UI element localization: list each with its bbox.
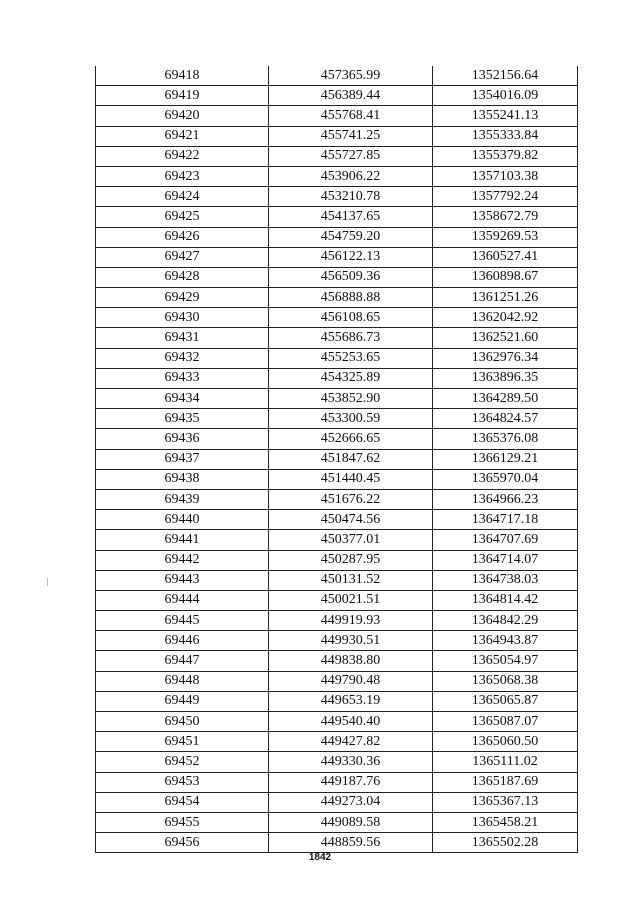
point-id-cell: 69422 [96,146,269,166]
point-id-cell: 69425 [96,207,269,227]
point-id-cell: 69448 [96,671,269,691]
table-row [96,66,578,86]
point-id-cell: 69445 [96,611,269,631]
y-coordinate-cell: 1365367.13 [433,792,578,812]
y-coordinate-cell: 1365970.04 [433,469,578,489]
table-row [96,308,578,328]
y-coordinate-cell: 1364966.23 [433,489,578,509]
x-coordinate-cell: 454759.20 [269,227,433,247]
x-coordinate-cell: 449930.51 [269,631,433,651]
point-id-cell: 69431 [96,328,269,348]
table-row [96,166,578,186]
table-row [96,590,578,610]
x-coordinate-cell: 456108.65 [269,308,433,328]
table-row [96,570,578,590]
point-id-cell: 69437 [96,449,269,469]
x-coordinate-cell: 450131.52 [269,570,433,590]
y-coordinate-cell: 1365187.69 [433,772,578,792]
table-row [96,631,578,651]
x-coordinate-cell: 455686.73 [269,328,433,348]
point-id-cell: 69436 [96,429,269,449]
table-row [96,691,578,711]
x-coordinate-cell: 453906.22 [269,166,433,186]
table-row [96,792,578,812]
point-id-cell: 69450 [96,712,269,732]
table-row [96,469,578,489]
table-row [96,510,578,530]
point-id-cell: 69440 [96,510,269,530]
y-coordinate-cell: 1364707.69 [433,530,578,550]
point-id-cell: 69446 [96,631,269,651]
table-row [96,146,578,166]
x-coordinate-cell: 454137.65 [269,207,433,227]
table-row [96,671,578,691]
x-coordinate-cell: 455768.41 [269,106,433,126]
x-coordinate-cell: 450474.56 [269,510,433,530]
x-coordinate-cell: 449273.04 [269,792,433,812]
y-coordinate-cell: 1355333.84 [433,126,578,146]
y-coordinate-cell: 1365376.08 [433,429,578,449]
x-coordinate-cell: 451676.22 [269,489,433,509]
table-row [96,651,578,671]
table-row [96,530,578,550]
x-coordinate-cell: 451440.45 [269,469,433,489]
point-id-cell: 69451 [96,732,269,752]
margin-mark [47,578,48,586]
y-coordinate-cell: 1363896.35 [433,368,578,388]
point-id-cell: 69456 [96,833,269,853]
x-coordinate-cell: 449919.93 [269,611,433,631]
point-id-cell: 69453 [96,772,269,792]
x-coordinate-cell: 449790.48 [269,671,433,691]
table-row [96,409,578,429]
x-coordinate-cell: 457365.99 [269,66,433,86]
x-coordinate-cell: 456122.13 [269,247,433,267]
point-id-cell: 69419 [96,86,269,106]
x-coordinate-cell: 454325.89 [269,368,433,388]
y-coordinate-cell: 1365054.97 [433,651,578,671]
point-id-cell: 69433 [96,368,269,388]
point-id-cell: 69418 [96,66,269,86]
y-coordinate-cell: 1362976.34 [433,348,578,368]
table-row [96,550,578,570]
y-coordinate-cell: 1364738.03 [433,570,578,590]
point-id-cell: 69454 [96,792,269,812]
x-coordinate-cell: 453210.78 [269,187,433,207]
table-row [96,712,578,732]
page-number: 1842 [308,852,332,863]
x-coordinate-cell: 455741.25 [269,126,433,146]
point-id-cell: 69430 [96,308,269,328]
y-coordinate-cell: 1365068.38 [433,671,578,691]
y-coordinate-cell: 1360527.41 [433,247,578,267]
table-row [96,328,578,348]
coordinate-table [95,66,578,853]
table-row [96,429,578,449]
point-id-cell: 69421 [96,126,269,146]
point-id-cell: 69449 [96,691,269,711]
table-row [96,389,578,409]
x-coordinate-cell: 449089.58 [269,812,433,832]
table-row [96,86,578,106]
y-coordinate-cell: 1354016.09 [433,86,578,106]
table-row [96,489,578,509]
x-coordinate-cell: 450021.51 [269,590,433,610]
point-id-cell: 69442 [96,550,269,570]
table-row [96,247,578,267]
table-row [96,126,578,146]
y-coordinate-cell: 1364717.18 [433,510,578,530]
y-coordinate-cell: 1358672.79 [433,207,578,227]
point-id-cell: 69429 [96,288,269,308]
point-id-cell: 69443 [96,570,269,590]
table-row [96,288,578,308]
x-coordinate-cell: 449653.19 [269,691,433,711]
x-coordinate-cell: 451847.62 [269,449,433,469]
point-id-cell: 69426 [96,227,269,247]
y-coordinate-cell: 1357792.24 [433,187,578,207]
y-coordinate-cell: 1352156.64 [433,66,578,86]
y-coordinate-cell: 1364824.57 [433,409,578,429]
y-coordinate-cell: 1365502.28 [433,833,578,853]
table-row [96,611,578,631]
x-coordinate-cell: 453300.59 [269,409,433,429]
x-coordinate-cell: 449838.80 [269,651,433,671]
x-coordinate-cell: 456389.44 [269,86,433,106]
x-coordinate-cell: 450377.01 [269,530,433,550]
y-coordinate-cell: 1362521.60 [433,328,578,348]
point-id-cell: 69447 [96,651,269,671]
y-coordinate-cell: 1362042.92 [433,308,578,328]
y-coordinate-cell: 1360898.67 [433,267,578,287]
coordinate-table-body [96,66,578,853]
table-row [96,267,578,287]
point-id-cell: 69424 [96,187,269,207]
table-row [96,449,578,469]
point-id-cell: 69438 [96,469,269,489]
point-id-cell: 69428 [96,267,269,287]
x-coordinate-cell: 455727.85 [269,146,433,166]
x-coordinate-cell: 449540.40 [269,712,433,732]
y-coordinate-cell: 1364814.42 [433,590,578,610]
x-coordinate-cell: 450287.95 [269,550,433,570]
y-coordinate-cell: 1361251.26 [433,288,578,308]
point-id-cell: 69444 [96,590,269,610]
y-coordinate-cell: 1364943.87 [433,631,578,651]
table-row [96,227,578,247]
x-coordinate-cell: 456888.88 [269,288,433,308]
y-coordinate-cell: 1365065.87 [433,691,578,711]
y-coordinate-cell: 1355379.82 [433,146,578,166]
y-coordinate-cell: 1364842.29 [433,611,578,631]
y-coordinate-cell: 1365458.21 [433,812,578,832]
point-id-cell: 69439 [96,489,269,509]
y-coordinate-cell: 1365060.50 [433,732,578,752]
table-row [96,106,578,126]
table-row [96,348,578,368]
point-id-cell: 69434 [96,389,269,409]
y-coordinate-cell: 1364289.50 [433,389,578,409]
point-id-cell: 69427 [96,247,269,267]
table-row [96,752,578,772]
point-id-cell: 69432 [96,348,269,368]
point-id-cell: 69452 [96,752,269,772]
x-coordinate-cell: 456509.36 [269,267,433,287]
point-id-cell: 69420 [96,106,269,126]
x-coordinate-cell: 448859.56 [269,833,433,853]
point-id-cell: 69455 [96,812,269,832]
table-row [96,207,578,227]
x-coordinate-cell: 449330.36 [269,752,433,772]
y-coordinate-cell: 1364714.07 [433,550,578,570]
y-coordinate-cell: 1365111.02 [433,752,578,772]
x-coordinate-cell: 449187.76 [269,772,433,792]
y-coordinate-cell: 1357103.38 [433,166,578,186]
point-id-cell: 69441 [96,530,269,550]
y-coordinate-cell: 1355241.13 [433,106,578,126]
point-id-cell: 69423 [96,166,269,186]
x-coordinate-cell: 449427.82 [269,732,433,752]
table-row [96,772,578,792]
x-coordinate-cell: 453852.90 [269,389,433,409]
y-coordinate-cell: 1365087.07 [433,712,578,732]
table-row [96,732,578,752]
table-row [96,187,578,207]
y-coordinate-cell: 1359269.53 [433,227,578,247]
table-row [96,812,578,832]
table-row [96,368,578,388]
x-coordinate-cell: 452666.65 [269,429,433,449]
point-id-cell: 69435 [96,409,269,429]
y-coordinate-cell: 1366129.21 [433,449,578,469]
x-coordinate-cell: 455253.65 [269,348,433,368]
table-row [96,833,578,853]
